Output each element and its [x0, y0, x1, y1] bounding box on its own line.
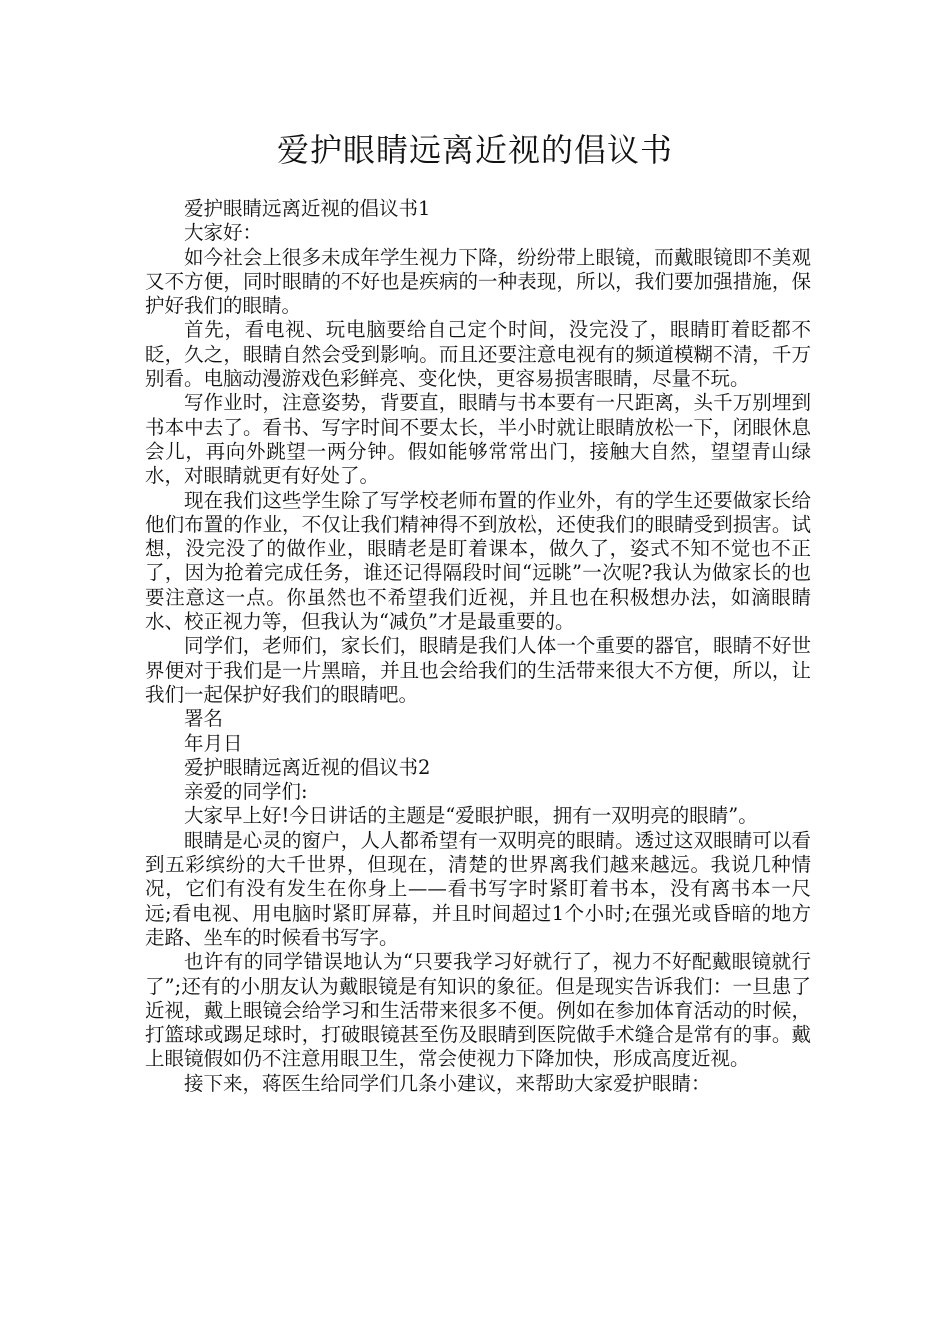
- paragraph: 现在我们这些学生除了写学校老师布置的作业外，有的学生还要做家长给他们布置的作业，不仅让我们精神得不到放松，还使我们的眼睛受到损害。试想，没完没了的做作业，眼睛老是盯着课本，做久了，姿式不知不觉也不正了，因为抢着完成任务，谁还记得隔段时间“远眺”一次呢?我认为做家长的也要注意这一点。你虽然也不希望我们近视，并且也在积极想办法，如滴眼睛水、校正视力等，但我认为“减负”才是最重要的。: [145, 488, 811, 634]
- document-title: 爱护眼睛远离近视的倡议书: [276, 131, 673, 169]
- paragraph-date: 年月日: [184, 731, 243, 755]
- paragraph: 如今社会上很多未成年学生视力下降，纷纷带上眼镜，而戴眼镜即不美观又不方便，同时眼睛的不好也是疾病的一种表现，所以，我们要加强措施，保护好我们的眼睛。: [145, 245, 811, 318]
- paragraph-subtitle-2: 爱护眼睛远离近视的倡议书2: [184, 755, 431, 779]
- paragraph: 首先，看电视、玩电脑要给自己定个时间，没完没了，眼睛盯着眨都不眨，久之，眼睛自然会受到影响。而且还要注意电视有的频道模糊不清，千万别看。电脑动漫游戏色彩鲜亮、变化快，更容易损害眼睛，尽量不玩。: [145, 318, 811, 391]
- paragraph-greeting-1: 大家好：: [184, 221, 263, 245]
- document-body: [145, 197, 811, 1096]
- paragraph-signature: 署名: [184, 707, 224, 731]
- paragraph-greeting-2: 亲爱的同学们:: [184, 780, 308, 804]
- paragraph: 眼睛是心灵的窗户，人人都希望有一双明亮的眼睛。透过这双眼睛可以看到五彩缤纷的大千世界，但现在，清楚的世界离我们越来越远。我说几种情况，它们有没有发生在你身上——看书写字时紧盯着书本，没有离书本一尺远;看电视、用电脑时紧盯屏幕，并且时间超过1个小时;在强光或昏暗的地方走路、坐车的时候看书写字。: [145, 828, 811, 949]
- paragraph: 接下来，蒋医生给同学们几条小建议，来帮助大家爱护眼睛：: [184, 1071, 711, 1095]
- paragraph-subtitle-1: 爱护眼睛远离近视的倡议书1: [184, 197, 431, 220]
- paragraph: 同学们，老师们，家长们，眼睛是我们人体一个重要的器官，眼睛不好世界便对于我们是一片黑暗，并且也会给我们的生活带来很大不方便，所以，让我们一起保护好我们的眼睛吧。: [145, 634, 811, 706]
- paragraph: 大家早上好!今日讲话的主题是“爱眼护眼，拥有一双明亮的眼睛”。: [184, 804, 758, 828]
- paragraph: 也许有的同学错误地认为“只要我学习好就行了，视力不好配戴眼镜就行了”;还有的小朋友认为戴眼镜是有知识的象征。但是现实告诉我们：一旦患了近视，戴上眼镜会给学习和生活带来很多不便。例如在参加体育活动的时候，打篮球或踢足球时，打破眼镜甚至伤及眼睛到医院做手术缝合是常有的事。戴上眼镜假如仍不注意用眼卫生，常会使视力下降加快，形成高度近视。: [145, 950, 811, 1071]
- paragraph: 写作业时，注意姿势，背要直，眼睛与书本要有一尺距离，头千万别埋到书本中去了。看书、写字时间不要太长，半小时就让眼睛放松一下，闭眼休息会儿，再向外跳望一两分钟。假如能够常常出门，接触大自然，望望青山绿水，对眼睛就更有好处了。: [145, 391, 811, 488]
